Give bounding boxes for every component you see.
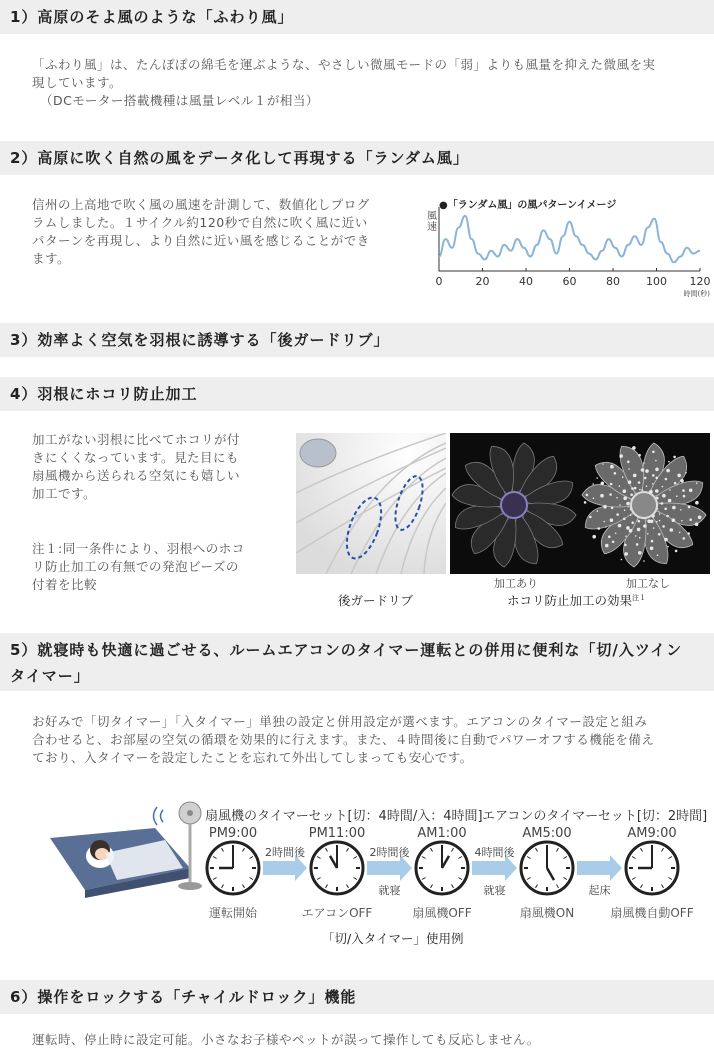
- clock-event-label: エアコンOFF: [301, 906, 373, 920]
- label-without-coating: 加工なし: [626, 577, 670, 590]
- section-5-line-1: お好みで「切タイマー」「入タイマー」単独の設定と併用設定が選べます。エアコンのタイマー設定と組み: [32, 714, 648, 729]
- section-5-title-line-2: タイマー」: [10, 667, 90, 685]
- section-1-line-3: （DCモーター搭載機種は風量レベル１が相当）: [40, 93, 319, 108]
- chart-x-tick-label: 0: [435, 275, 443, 288]
- caption-rear-guard-rib: 後ガードリブ: [338, 593, 414, 608]
- section-1-title: 1）高原のそよ風のような「ふわり風」: [10, 8, 294, 26]
- section-2-title: 2）高原に吹く自然の風をデータ化して再現する「ランダム風」: [10, 149, 469, 167]
- fan-timer-heading: 扇風機のタイマーセット[切：4時間/入：4時間]: [205, 809, 483, 824]
- caption-dust-coating-text: ホコリ防止加工の効果: [507, 593, 633, 608]
- section-1-line-1: 「ふわり風」は、たんぽぽの綿毛を運ぶような、やさしい微風モードの「弱」よりも風量を抑えた微風を実: [32, 57, 656, 72]
- arrow-event-label: 起床: [588, 884, 611, 897]
- section-4-note-line-1: 注１:同一条件により、羽根へのホコ: [32, 541, 245, 556]
- timer-arrow: [577, 855, 622, 881]
- section-1-line-2: 現しています。: [32, 75, 123, 90]
- section-4-line-1: 加工がない羽根に比べてホコリが付: [32, 432, 241, 447]
- clock-time: PM11:00: [308, 826, 366, 841]
- clock-event-label: 運転開始: [208, 906, 257, 920]
- chart-x-tick-label: 100: [646, 275, 667, 288]
- clock-time: AM9:00: [627, 826, 677, 841]
- arrow-duration-label: 2時間後: [369, 846, 410, 859]
- section-4-line-2: きにくくなっています。見た目にも: [32, 450, 240, 465]
- ac-timer-heading: エアコンのタイマーセット[切：2時間]: [482, 809, 708, 824]
- section-4-line-3: 扇風機から送られる空気にも嬉しい: [32, 468, 241, 483]
- section-5-line-3: ており、入タイマーを設定したことを忘れて外出してしまっても安心です。: [32, 750, 473, 765]
- section-2-line-2: ラムしました。１サイクル約120秒で自然に吹く風に近い: [32, 215, 368, 230]
- section-4-note-line-2: リ防止加工の有無での発泡ビーズの: [32, 559, 239, 574]
- section-3-title: 3）効率よく空気を羽根に誘導する「後ガードリブ」: [10, 331, 390, 349]
- clock-time: AM5:00: [522, 826, 572, 841]
- arrow-event-label: 就寝: [483, 884, 506, 897]
- caption-dust-coating-note: 注１: [632, 593, 647, 602]
- section-4-line-4: 加工です。: [32, 486, 97, 501]
- section-2-line-1: 信州の上高地で吹く風の風速を計測して、数値化しプログ: [32, 197, 370, 212]
- arrow-duration-label: 4時間後: [474, 846, 515, 859]
- section-4-title: 4）羽根にホコリ防止加工: [10, 385, 198, 403]
- section-6-header: [0, 980, 714, 1014]
- section-2-line-3: パターンを再現し、より自然に近い風を感じることができ: [32, 233, 370, 248]
- section-6-body: 運転時、停止時に設定可能。小さなお子様やペットが誤って操作しても反応しません。: [32, 1032, 540, 1047]
- clock-event-label: 扇風機OFF: [412, 906, 472, 920]
- arrow-duration-label: 2時間後: [265, 846, 305, 859]
- label-with-coating: 加工あり: [494, 577, 538, 590]
- chart-x-tick-label: 80: [606, 275, 620, 288]
- chart-title: ●「ランダム風」の風パターンイメージ: [439, 200, 617, 211]
- section-4-note-line-3: 付着を比較: [32, 577, 98, 592]
- chart-x-tick-label: 60: [562, 275, 577, 288]
- clock-time: AM1:00: [417, 826, 467, 841]
- timer-caption: 「切/入タイマー」使用例: [322, 931, 464, 946]
- clock-time: PM9:00: [208, 826, 258, 841]
- chart-x-tick-label: 120: [689, 275, 710, 288]
- clock-event-label: 扇風機自動OFF: [610, 906, 694, 920]
- section-2-line-4: ます。: [32, 251, 71, 266]
- section-5-title-line-1: 5）就寝時も快適に過ごせる、ルームエアコンのタイマー運転との併用に便利な「切/入ツイン: [10, 641, 683, 659]
- chart-x-tick-label: 40: [519, 275, 533, 288]
- chart-x-tick-label: 20: [475, 275, 490, 288]
- clock-event-label: 扇風機ON: [519, 906, 575, 920]
- chart-xlabel: 時間(秒): [683, 290, 710, 298]
- section-6-title: 6）操作をロックする「チャイルドロック」機能: [10, 988, 357, 1006]
- arrow-event-label: 就寝: [378, 884, 401, 897]
- section-5-line-2: 合わせると、お部屋の空気の循環を効果的に行えます。また、４時間後に自動でパワーオフする機能を備え: [32, 732, 655, 747]
- chart-ylabel: 風速: [427, 211, 437, 233]
